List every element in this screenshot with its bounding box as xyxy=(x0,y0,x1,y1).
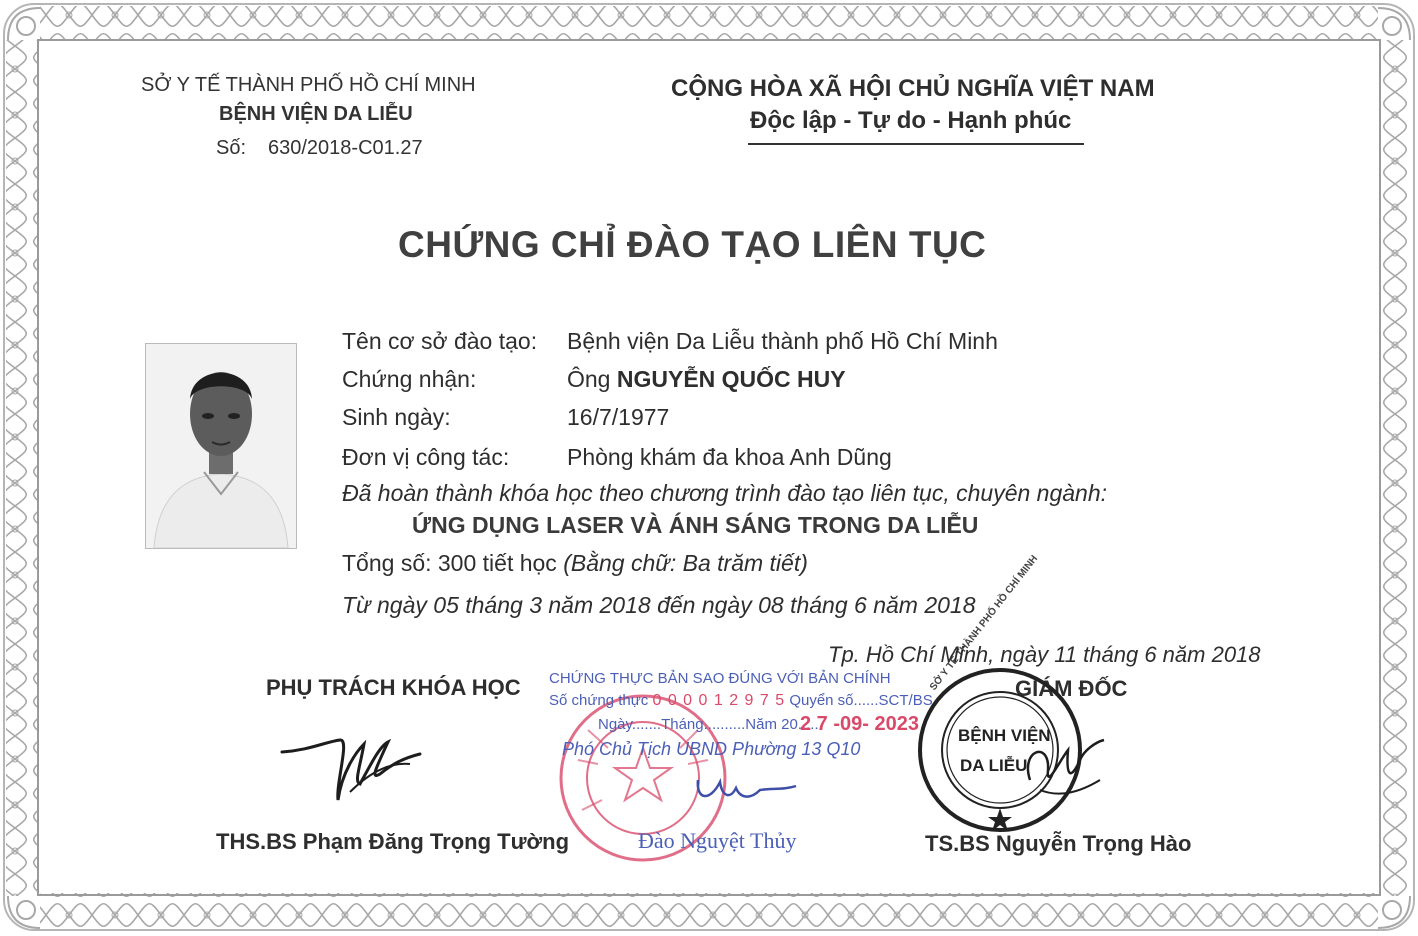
certificate-title: CHỨNG CHỈ ĐÀO TẠO LIÊN TỤC xyxy=(398,224,987,265)
course-manager-title: PHỤ TRÁCH KHÓA HỌC xyxy=(266,675,521,700)
institution-label: Tên cơ sở đào tạo: xyxy=(342,328,538,354)
training-period: Từ ngày 05 tháng 3 năm 2018 đến ngày 08 tháng 6 năm 2018 xyxy=(342,592,976,618)
course-manager-name: THS.BS Phạm Đăng Trọng Tường xyxy=(216,829,570,854)
total-label: Tổng số: xyxy=(342,550,432,576)
total-value: 300 tiết học xyxy=(437,550,557,576)
notary-date-line: Ngày.......Tháng..........Năm 20..... xyxy=(598,716,819,733)
document-number: 630/2018-C01.27 xyxy=(268,137,423,159)
seal-ring-text: SỞ Y TẾ THÀNH PHỐ HỒ CHÍ MINH xyxy=(928,553,1041,693)
seal-center-line1: BỆNH VIỆN xyxy=(958,726,1051,745)
department-name: SỞ Y TẾ THÀNH PHỐ HỒ CHÍ MINH xyxy=(141,74,476,96)
dob-value: 16/7/1977 xyxy=(567,404,670,430)
notary-book: Quyển số......SCT/BS xyxy=(789,692,933,709)
notary-signature xyxy=(690,760,800,810)
portrait-photo xyxy=(145,343,297,549)
director-title: GIÁM ĐỐC xyxy=(1015,676,1128,701)
national-motto: Độc lập - Tự do - Hạnh phúc xyxy=(750,107,1072,134)
republic-name: CỘNG HÒA XÃ HỘI CHỦ NGHĨA VIỆT NAM xyxy=(671,75,1155,102)
motto-underline xyxy=(748,143,1084,145)
workplace-value: Phòng khám đa khoa Anh Dũng xyxy=(567,444,892,470)
dob-label: Sinh ngày: xyxy=(342,404,451,430)
notary-signer-name: Đào Nguyệt Thủy xyxy=(638,828,797,853)
seal-center-line2: DA LIỄU xyxy=(960,756,1028,775)
notary-number: 0 0 0 0 1 2 9 7 5 xyxy=(652,692,786,709)
workplace-label: Đơn vị công tác: xyxy=(342,444,510,470)
institution-value: Bệnh viện Da Liễu thành phố Hồ Chí Minh xyxy=(567,328,998,354)
notary-date-stamp: 2 7 -09- 2023 xyxy=(800,713,919,735)
total-in-words: (Bằng chữ: Ba trăm tiết) xyxy=(563,550,808,576)
total-hours xyxy=(342,550,808,577)
notary-certify-line: CHỨNG THỰC BẢN SAO ĐÚNG VỚI BẢN CHÍNH xyxy=(549,670,891,687)
recipient-name: NGUYỄN QUỐC HUY xyxy=(616,366,846,392)
notary-number-line xyxy=(549,692,933,710)
completed-text: Đã hoàn thành khóa học theo chương trình đào tạo liên tục, chuyên ngành: xyxy=(342,480,1108,506)
document-number-label: Số: xyxy=(216,137,247,159)
specialty: ỨNG DỤNG LASER VÀ ÁNH SÁNG TRONG DA LIỄU xyxy=(412,512,979,538)
hospital-name: BỆNH VIỆN DA LIỄU xyxy=(219,103,413,125)
certify-prefix: Ông xyxy=(567,366,611,392)
director-name: TS.BS Nguyễn Trọng Hào xyxy=(925,831,1192,856)
place-date: Tp. Hồ Chí Minh, ngày 11 tháng 6 năm 2018 xyxy=(828,642,1261,667)
certify-label: Chứng nhận: xyxy=(342,366,477,392)
course-manager-signature xyxy=(280,712,430,812)
notary-official-title: Phó Chủ Tịch UBND Phường 13 Q10 xyxy=(562,739,861,759)
notary-number-label: Số chứng thực xyxy=(549,692,649,709)
director-signature xyxy=(1000,720,1110,810)
certify-value xyxy=(567,366,846,393)
